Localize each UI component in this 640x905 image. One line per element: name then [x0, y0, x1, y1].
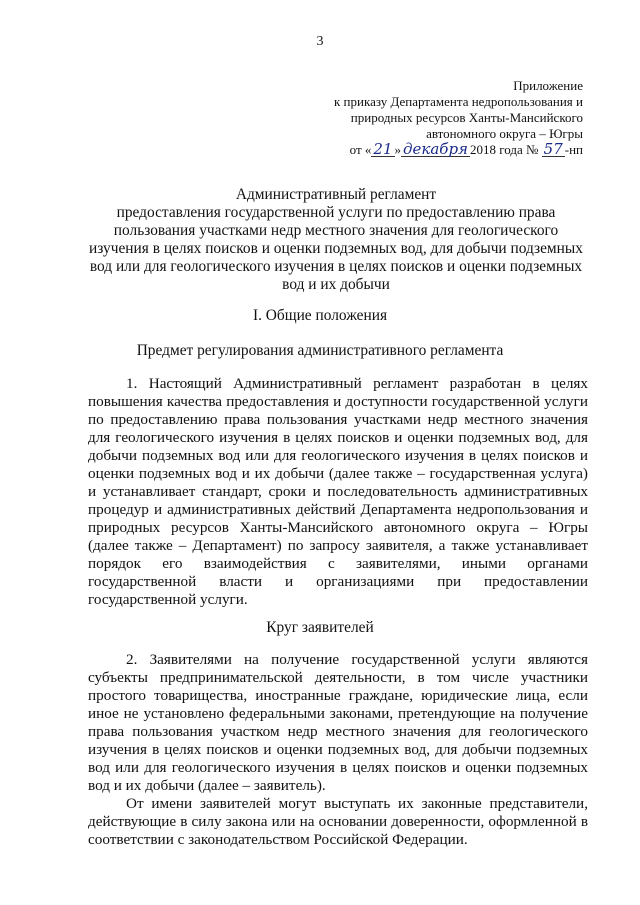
number-suffix: -нп [564, 142, 583, 157]
annex-date-line [283, 142, 583, 158]
page-number: 3 [316, 34, 324, 49]
annex-line-3: природных ресурсов Ханты-Мансийского [350, 110, 583, 125]
paragraph-1: 1. Настоящий Административный регламент разработан в целях повышения качества предоставления и доступности государственной услуги по предоставлению права пользования участками недр местного значения для геологического изучения в целях поисков и оценки подземных вод, для добычи подземных вод или для геологического изучения в целях поисков и оценки подземных вод и их добычи (далее также – государственная услуга) и устанавливает стандарт, сроки и последовательность административных процедур и административных действий Департамента недропользования и природных ресурсов Ханты-Мансийского автономного округа – Югры (далее также – Департамент) по запросу заявителя, а также устанавливает порядок его взаимодействия с заявителями, иными органами государственной власти и организациями при предоставлении государственной услуги. [88, 375, 588, 608]
annex-line-2: к приказу Департамента недропользования и [333, 94, 583, 109]
annex-line-4: автономного округа – Югры [426, 126, 583, 141]
year-text: 2018 года № [469, 142, 539, 157]
document-title [86, 186, 586, 294]
handwritten-month: декабря [403, 140, 468, 158]
annex-line-1: Приложение [513, 78, 583, 93]
paragraph-3: От имени заявителей могут выступать их законные представители, действующие в силу закона или на основании доверенности, оформленной в соответствии с законодательством Российской Федерации. [88, 795, 588, 848]
section-heading-general: I. Общие положения [252, 307, 388, 324]
handwritten-day: 21 [373, 140, 393, 158]
handwritten-order-number: 57 [543, 140, 563, 158]
date-prefix: от « [349, 142, 372, 157]
paragraph-2: 2. Заявителями на получение государственной услуги являются субъекты предпринимательской деятельности, в том числе участники простого товарищества, иностранные граждане, юридические лица, если иное не установлено федеральными законами, претендующие на получение права пользования участком недр местного значения для геологического изучения в целях поисков и оценки подземных вод, для добычи подземных вод или для геологического изучения в целях поисков и оценки подземных вод и их добычи (далее – заявитель). [88, 651, 588, 794]
subsection-heading-applicants: Круг заявителей [266, 619, 374, 636]
title-line-1: Административный регламент [235, 186, 437, 203]
date-mid: » [394, 142, 401, 157]
subsection-heading-subject: Предмет регулирования административного регламента [136, 342, 504, 359]
title-line-2: предоставления государственной услуги по предоставлению права пользования участками недр местного значения для геологического изучения в целях поисков и оценки подземных вод, для добычи подземных вод или для геологического изучения в целях поисков и оценки подземных вод и их добычи [89, 204, 583, 293]
annex-block [283, 78, 583, 158]
